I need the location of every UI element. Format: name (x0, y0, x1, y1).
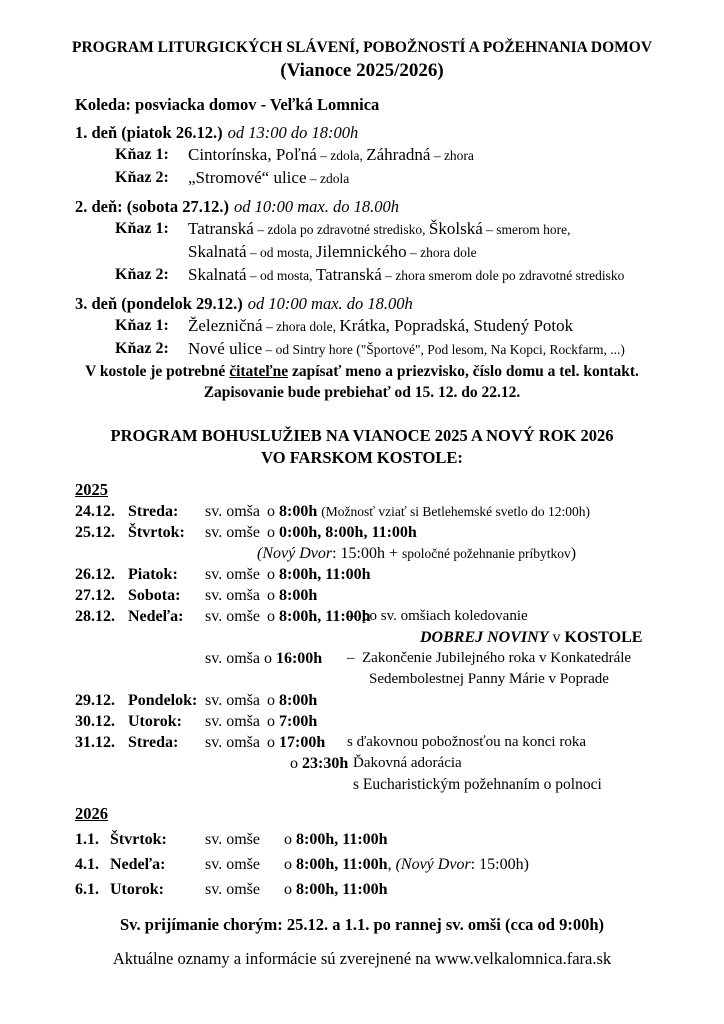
priest-streets: Cintorínska, Poľná – zdola, Záhradná – zhora (188, 145, 474, 164)
day-cell: Pondelok: (128, 692, 198, 709)
mass-cell: sv. omša (205, 713, 260, 730)
day-time: od 10:00 max. do 18.00h (247, 294, 413, 313)
spacer (75, 648, 205, 669)
time-cell: o 8:00h, 11:00h (267, 566, 371, 583)
day-title: 1. deň (piatok 26.12.) (75, 123, 223, 142)
document-subtitle: (Vianoce 2025/2026) (280, 60, 444, 81)
priest-streets: Železničná – zhora dole, Krátka, Popradská, Studený Potok (188, 316, 574, 335)
spacer (75, 753, 290, 774)
day-title: 3. deň (pondelok 29.12.) (75, 294, 243, 313)
note-cell: – po sv. omšiach koledovanie (347, 608, 528, 624)
date-cell: 30.12. (75, 713, 115, 730)
mass-cell: sv. omše (205, 831, 260, 848)
mass-cell: sv. omše (205, 856, 260, 873)
time-cell: o 23:30h (290, 755, 349, 772)
priest-label (115, 241, 188, 264)
subline-sedembolestnej: Sedembolestnej Panny Márie v Poprade (369, 671, 609, 687)
schedule-subrow-1600 (75, 648, 724, 669)
schedule-row-2612 (75, 564, 724, 585)
date-cell: 25.12. (75, 524, 115, 541)
priest-streets: Nové ulice – od Sintry hore ("Športové", Pod lesom, Na Kopci, Rockfarm, ...) (188, 339, 625, 358)
priest-label: Kňaz 1: (115, 146, 169, 163)
mass-time-cell: sv. omša o 16:00h (205, 650, 323, 667)
registration-note-line1: V kostole je potrebné čitateľne zapísať meno a priezvisko, číslo domu a tel. kontakt. (85, 363, 639, 380)
program-heading-line2: VO FARSKOM KOSTOLE: (261, 448, 463, 467)
priest-label: Kňaz 2: (115, 266, 169, 283)
priest-streets: „Stromové“ ulice – zdola (188, 168, 350, 187)
priest-line (115, 144, 724, 167)
schedule-row-3012 (75, 711, 724, 732)
priest-label: Kňaz 1: (115, 317, 169, 334)
koleda-heading: Koleda: posviacka domov - Veľká Lomnica (75, 95, 380, 114)
priest-streets: Skalnatá – od mosta, Jilemnického – zhora dole (188, 242, 477, 261)
mass-cell: sv. omše (205, 524, 260, 541)
mass-cell: sv. omše (205, 608, 260, 625)
time-cell: o 8:00h (267, 587, 318, 604)
priest-streets: Tatranská – zdola po zdravotné stredisko, Školská – smerom hore, (188, 219, 571, 238)
day-cell: Nedeľa: (128, 608, 184, 625)
day-cell: Streda: (128, 734, 179, 751)
note-cell: Ďakovná adorácia (353, 755, 462, 771)
schedule-row-2512 (75, 522, 724, 543)
day-title: 2. deň: (sobota 27.12.) (75, 197, 230, 216)
time-cell: o 17:00h (267, 734, 326, 751)
footer-info: Aktuálne oznamy a informácie sú zverejnené na www.velkalomnica.fara.sk (112, 949, 612, 968)
mass-cell: sv. omša (205, 587, 260, 604)
document-title: PROGRAM LITURGICKÝCH SLÁVENÍ, POBOŽNOSTÍ A POŽEHNANIA DOMOV (71, 39, 653, 56)
schedule-row-2712 (75, 585, 724, 606)
year-2025-heading: 2025 (75, 480, 108, 499)
date-cell: 29.12. (75, 692, 115, 709)
priest-label: Kňaz 2: (115, 340, 169, 357)
schedule-row-0401 (75, 854, 724, 875)
day-cell: Streda: (128, 503, 179, 520)
subline-dobrej-noviny: DOBREJ NOVINY v KOSTOLE (420, 629, 643, 646)
date-cell: 28.12. (75, 608, 115, 625)
note-cell: s ďakovnou pobožnosťou na konci roka (347, 734, 586, 750)
day-time: od 13:00 do 18:00h (227, 123, 359, 142)
subline-novy-dvor: (Nový Dvor: 15:00h + spoločné požehnanie príbytkov) (257, 545, 577, 562)
date-cell: 24.12. (75, 503, 115, 520)
priest-line (115, 264, 724, 287)
time-cell: o 7:00h (267, 713, 318, 730)
year-2026-heading: 2026 (75, 804, 108, 823)
date-cell: 26.12. (75, 566, 115, 583)
day-cell: Štvrtok: (128, 524, 185, 541)
date-cell: 1.1. (75, 831, 99, 848)
mass-cell: sv. omša (205, 503, 260, 520)
day-cell: Utorok: (128, 713, 182, 730)
time-cell: o 8:00h, 11:00h (284, 831, 388, 848)
time-cell: o 8:00h, 11:00h (267, 608, 371, 625)
schedule-row-0601 (75, 879, 724, 900)
time-cell: o 8:00h (Možnosť vziať si Betlehemské svetlo do 12:00h) (267, 503, 590, 520)
mass-cell: sv. omše (205, 566, 260, 583)
day-cell: Piatok: (128, 566, 178, 583)
time-cell: o 0:00h, 8:00h, 11:00h (267, 524, 417, 541)
communion-note: Sv. prijímanie chorým: 25.12. a 1.1. po rannej sv. omši (cca od 9:00h) (120, 915, 604, 934)
mass-cell: sv. omša (205, 734, 260, 751)
date-cell: 31.12. (75, 734, 115, 751)
priest-line-continuation (115, 241, 724, 264)
priest-line (115, 218, 724, 241)
subline-eucharist: s Eucharistickým požehnaním o polnoci (353, 776, 602, 793)
priest-label: Kňaz 2: (115, 169, 169, 186)
day-heading-2 (75, 196, 724, 218)
schedule-row-2412 (75, 501, 724, 522)
day-cell: Nedeľa: (110, 856, 166, 873)
day-heading-3 (75, 293, 724, 315)
priest-streets: Skalnatá – od mosta, Tatranská – zhora smerom dole po zdravotné stredisko (188, 265, 625, 284)
date-cell: 27.12. (75, 587, 115, 604)
mass-cell: sv. omše (205, 881, 260, 898)
schedule-row-0101 (75, 829, 724, 850)
day-cell: Sobota: (128, 587, 181, 604)
priest-line (115, 315, 724, 338)
date-cell: 6.1. (75, 881, 99, 898)
day-cell: Štvrtok: (110, 831, 167, 848)
schedule-subrow-2330 (75, 753, 724, 774)
time-cell: o 8:00h, 11:00h, (Nový Dvor: 15:00h) (284, 856, 529, 873)
time-cell: o 8:00h, 11:00h (284, 881, 388, 898)
priest-line (115, 167, 724, 190)
schedule-row-2812 (75, 606, 724, 627)
date-cell: 4.1. (75, 856, 99, 873)
priest-label: Kňaz 1: (115, 220, 169, 237)
time-cell: o 8:00h (267, 692, 318, 709)
day-heading-1 (75, 122, 724, 144)
program-heading-line1: PROGRAM BOHUSLUŽIEB NA VIANOCE 2025 A NOVÝ ROK 2026 (110, 426, 614, 445)
mass-cell: sv. omša (205, 692, 260, 709)
note-cell: – Zakončenie Jubilejného roka v Konkatedrále (347, 650, 632, 666)
day-cell: Utorok: (110, 881, 164, 898)
schedule-row-2912 (75, 690, 724, 711)
schedule-row-3112 (75, 732, 724, 753)
registration-note-line2: Zapisovanie bude prebiehať od 15. 12. do 22.12. (203, 384, 521, 401)
priest-line (115, 338, 724, 361)
day-time: od 10:00 max. do 18.00h (234, 197, 399, 216)
